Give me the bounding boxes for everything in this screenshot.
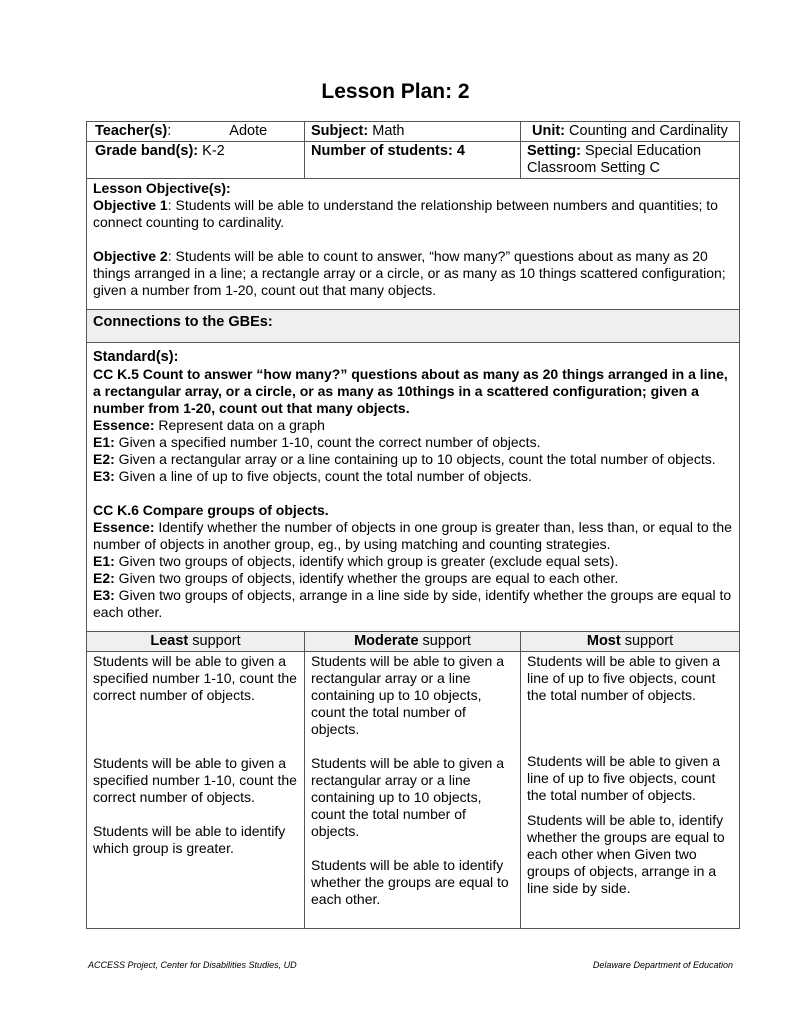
header-row-1 <box>87 122 740 142</box>
least-item-2: Students will be able to given a specified number 1-10, count the correct number of objects. <box>93 755 297 805</box>
unit-label: Unit: <box>532 123 566 139</box>
k5-essence <box>93 417 733 434</box>
moderate-support-header <box>305 632 521 652</box>
least-suffix: support <box>188 633 241 649</box>
k5-e1-label: E1: <box>93 434 115 450</box>
k5-e1-text: Given a specified number 1-10, count the correct number of objects. <box>114 434 541 450</box>
setting-label: Setting: <box>527 143 581 159</box>
most-item-1: Students will be able to given a line of up to five objects, count the total number of objects. <box>527 653 721 703</box>
k6-title: CC K.6 Compare groups of objects. <box>93 502 329 518</box>
k6-essence-label: Essence: <box>93 519 155 535</box>
most-item-2: Students will be able to given a line of up to five objects, count the total number of objects. <box>527 753 721 803</box>
k6-e1-label: E1: <box>93 553 115 569</box>
moderate-item-1: Students will be able to given a rectangular array or a line containing up to 10 objects, count the total number of objects. <box>311 653 505 737</box>
setting-cell <box>521 142 740 179</box>
k6-e3-text: Given two groups of objects, arrange in a line side by side, identify whether the groups are equal to each other. <box>93 587 732 620</box>
least-support-cell <box>87 652 305 929</box>
moderate-item-3: Students will be able to identify whether the groups are equal to each other. <box>311 857 509 907</box>
unit-value: Counting and Cardinality <box>569 123 728 139</box>
objective-2-label: Objective 2 <box>93 248 168 264</box>
connections-row <box>87 310 740 343</box>
most-item-3: Students will be able to, identify whether the groups are equal to each other when Given two groups of objects, arrange in a line side by side. <box>527 812 725 896</box>
teacher-cell <box>87 122 305 142</box>
setting-value: Special Education Classroom Setting C <box>527 143 702 176</box>
k6-e3 <box>93 587 733 621</box>
subject-value: Math <box>372 123 405 139</box>
standards-row <box>87 343 740 632</box>
k6-e3-label: E3: <box>93 587 115 603</box>
support-header-row <box>87 632 740 652</box>
teacher-label: Teacher(s) <box>95 123 168 139</box>
objective-1-text: : Students will be able to understand the relationship between numbers and quantities; to connect counting to cardinality. <box>93 197 718 230</box>
objectives-cell <box>87 179 740 310</box>
k5-essence-label: Essence: <box>93 417 155 433</box>
most-support-cell <box>521 652 740 929</box>
k6-essence-text: Identify whether the number of objects in one group is greater than, less than, or equal to the number of objects in another group, eg., by using matching and counting strategies. <box>93 519 732 552</box>
objectives-heading: Lesson Objective(s): <box>93 180 231 196</box>
objective-2-text: : Students will be able to count to answer, “how many?” questions about as many as 20 things arranged in a line; a rectangle array or a circle, or as many as 10 things scattered configuration; given a number from 1-20, count out that many objects. <box>93 248 726 298</box>
unit-cell <box>521 122 740 142</box>
standards-cell <box>87 343 740 632</box>
k5-title: CC K.5 Count to answer “how many?” questions about as many as 20 things arranged in a line, a rectangular array, or a circle, or as many as 10things in a scattered configuration; given a number from 1-20, count out that many objects. <box>93 366 728 416</box>
objective-2 <box>93 248 733 299</box>
k5-e3-text: Given a line of up to five objects, count the total number of objects. <box>114 468 532 484</box>
footer-right: Delaware Department of Education <box>592 960 733 970</box>
moderate-suffix: support <box>418 633 471 649</box>
k5-e3-label: E3: <box>93 468 115 484</box>
page-title: Lesson Plan: 2 <box>321 80 470 103</box>
moderate-bold: Moderate <box>354 633 419 649</box>
k6-e2-label: E2: <box>93 570 115 586</box>
students-cell <box>305 142 521 179</box>
least-bold: Least <box>150 633 189 649</box>
k5-essence-text: Represent data on a graph <box>154 417 325 433</box>
least-item-3: Students will be able to identify which group is greater. <box>93 823 286 856</box>
grade-cell <box>87 142 305 179</box>
k6-e1-text: Given two groups of objects, identify which group is greater (exclude equal sets). <box>114 553 619 569</box>
least-support-header <box>87 632 305 652</box>
students-label: Number of students: <box>311 143 453 159</box>
lesson-plan-table <box>86 121 740 929</box>
connections-heading: Connections to the GBEs: <box>87 310 740 343</box>
footer-left: ACCESS Project, Center for Disabilities Studies, UD <box>88 960 297 970</box>
grade-value: K-2 <box>202 143 225 159</box>
least-item-1: Students will be able to given a specified number 1-10, count the correct number of objects. <box>93 653 297 703</box>
most-support-header <box>521 632 740 652</box>
subject-label: Subject: <box>311 123 369 139</box>
k6-e2 <box>93 570 733 587</box>
most-bold: Most <box>586 633 621 649</box>
k6-e1 <box>93 553 733 570</box>
objectives-row <box>87 179 740 310</box>
k5-e2 <box>93 451 733 468</box>
most-suffix: support <box>620 633 674 649</box>
k5-e3 <box>93 468 733 485</box>
students-value: 4 <box>456 143 465 159</box>
subject-cell <box>305 122 521 142</box>
moderate-support-cell <box>305 652 521 929</box>
k5-e1 <box>93 434 733 451</box>
teacher-value: Adote <box>229 123 268 139</box>
k5-e2-label: E2: <box>93 451 115 467</box>
standards-heading: Standard(s): <box>93 349 179 365</box>
support-content-row <box>87 652 740 929</box>
grade-label: Grade band(s): <box>95 143 199 159</box>
teacher-colon: : <box>167 123 172 139</box>
objective-1-label: Objective 1 <box>93 197 168 213</box>
k6-essence <box>93 519 733 553</box>
header-row-2 <box>87 142 740 179</box>
objective-1 <box>93 197 733 231</box>
k6-e2-text: Given two groups of objects, identify whether the groups are equal to each other. <box>114 570 619 586</box>
k5-e2-text: Given a rectangular array or a line containing up to 10 objects, count the total number of objects. <box>114 451 716 467</box>
moderate-item-2: Students will be able to given a rectangular array or a line containing up to 10 objects, count the total number of objects. <box>311 755 505 839</box>
